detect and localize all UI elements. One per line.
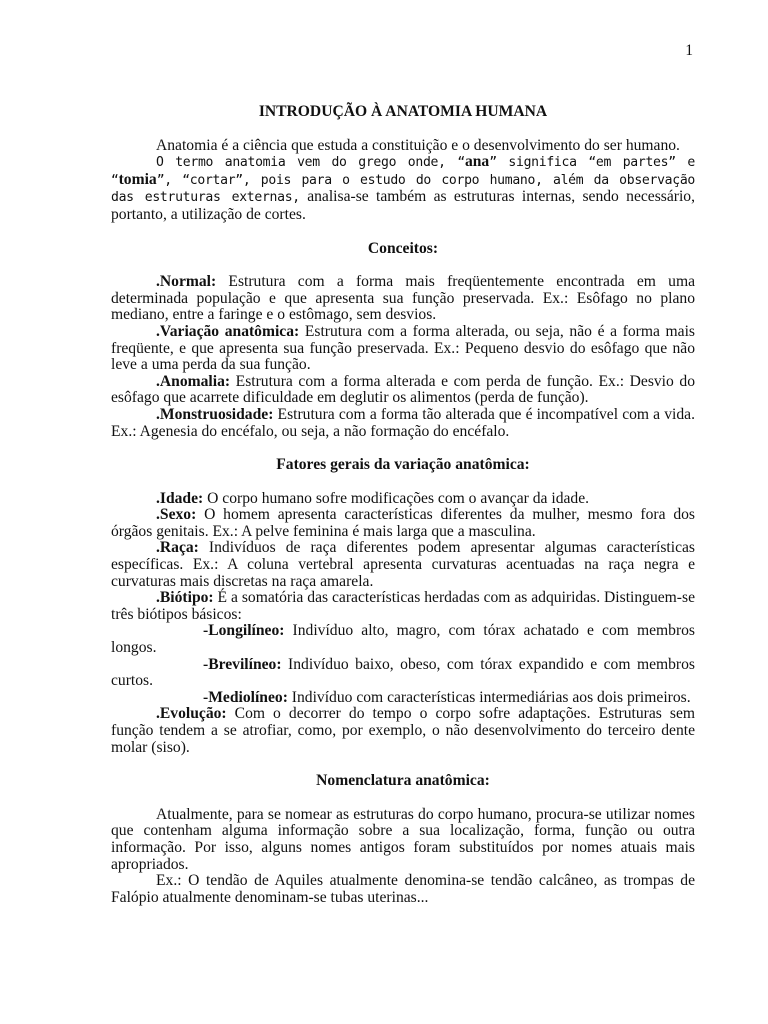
page-title: INTRODUÇÃO À ANATOMIA HUMANA	[258, 103, 548, 120]
biotype-mediolineo	[111, 690, 695, 707]
factor-text: O corpo humano sofre modificações com o avançar da idade.	[203, 489, 590, 507]
factor-text: Com o decorrer do tempo o corpo sofre adaptações. Estruturas sem função tendem a se atrofiar, como, por exemplo, o não desenvolvimento do terceiro dente molar (siso).	[111, 705, 695, 756]
concept-term: .Variação anatômica:	[156, 322, 300, 340]
factor-text: Indivíduos de raça diferentes podem apresentar algumas características específicas. Ex.: A coluna vertebral apresenta curvaturas acentuadas na raça negra e curvaturas mais discretas na raça amarela.	[111, 539, 695, 590]
page-number: 1	[685, 42, 693, 59]
factor-raca	[111, 540, 695, 590]
section-heading-nomenclature: Nomenclatura anatômica:	[316, 772, 490, 790]
intro-paragraph-1: Anatomia é a ciência que estuda a constituição e o desenvolvimento do ser humano.	[156, 136, 680, 154]
concept-variacao	[111, 324, 695, 374]
factor-text: É a somatória das características herdadas com as adquiridas. Distinguem-se três biótipos básicos:	[111, 589, 695, 623]
factor-biotipo	[111, 590, 695, 623]
concept-term: .Monstruosidade:	[156, 405, 274, 423]
term-tomia: tomia	[118, 170, 157, 188]
biotype-text: Indivíduo alto, magro, com tórax achatado e com membros longos.	[111, 622, 695, 657]
factor-term: .Sexo:	[156, 506, 197, 524]
factor-sexo	[111, 507, 695, 540]
concept-text: Estrutura com a forma tão alterada que é incompatível com a vida. Ex.: Agenesia do encéfalo, ou seja, a não formação do encéfalo.	[111, 405, 695, 440]
factor-idade	[111, 491, 695, 508]
factor-text: O homem apresenta características diferentes da mulher, mesmo fora dos órgãos genitais. Ex.: A pelve feminina é mais larga que a masculina.	[111, 506, 695, 540]
nomenclature-paragraph-1: Atualmente, para se nomear as estruturas do corpo humano, procura-se utilizar nomes que contenham alguma informação sobre a sua localização, forma, função ou outra informação. Por isso, alguns nomes antigos foram substituídos por nomes atuais mais apropriados.	[111, 805, 695, 873]
intro-p2-part-c: ”, “cortar”, pois para o estudo do corpo humano, além da observação das estruturas externas,	[111, 172, 695, 206]
concept-text: Estrutura com a forma alterada e com perda de função. Ex.: Desvio do esôfago que acarrete dificuldade em deglutir os alimentos (perda de função).	[111, 372, 695, 407]
intro-p2-part-d: analisa-se também as estruturas internas, sendo necessário, portanto, a utilização de cortes.	[111, 188, 696, 223]
biotype-term: -Mediolíneo:	[203, 688, 288, 706]
factor-term: .Idade:	[156, 489, 204, 507]
biotype-longilineo	[111, 623, 695, 656]
concept-term: .Anomalia:	[156, 372, 231, 390]
nomenclature-paragraph-2: Ex.: O tendão de Aquiles atualmente denomina-se tendão calcâneo, as trompas de Falópio atualmente denominam-se tubas uterinas...	[111, 872, 695, 906]
concept-normal	[111, 274, 695, 324]
concept-anomalia	[111, 374, 695, 407]
concept-term: .Normal:	[156, 273, 217, 291]
concept-text: Estrutura com a forma mais freqüentemente encontrada em uma determinada população e que apresenta sua função preservada. Ex.: Esôfago no plano mediano, entre a faringe e o estômago, sem desvios.	[111, 273, 695, 324]
intro-p2-part-b: ” significa “em partes” e “	[111, 155, 696, 188]
concept-monstruosidade	[111, 407, 695, 440]
biotype-term: -Longilíneo:	[203, 622, 285, 640]
concept-text: Estrutura com a forma alterada, ou seja, não é a forma mais freqüente, e que apresenta sua função preservada. Ex.: Pequeno desvio do esôfago que não leve a uma perda da sua função.	[111, 322, 695, 374]
biotype-text: Indivíduo com características intermediárias aos dois primeiros.	[287, 688, 691, 706]
intro-paragraph-2	[111, 154, 695, 223]
factor-evolucao	[111, 706, 695, 756]
term-ana: ana	[464, 153, 490, 171]
biotype-text: Indivíduo baixo, obeso, com tórax expandido e com membros curtos.	[111, 655, 695, 690]
biotype-term: -Brevilíneo:	[203, 655, 282, 673]
section-heading-concepts: Conceitos:	[367, 239, 439, 257]
factor-term: .Raça:	[156, 539, 199, 557]
intro-p2-part-a: O termo anatomia vem do grego onde, “	[156, 155, 465, 171]
factor-term: .Biótipo:	[156, 589, 214, 607]
biotype-brevilineo	[111, 657, 695, 690]
section-heading-factors: Fatores gerais da variação anatômica:	[276, 456, 530, 474]
factor-term: .Evolução:	[156, 705, 227, 723]
document-body	[111, 104, 695, 906]
